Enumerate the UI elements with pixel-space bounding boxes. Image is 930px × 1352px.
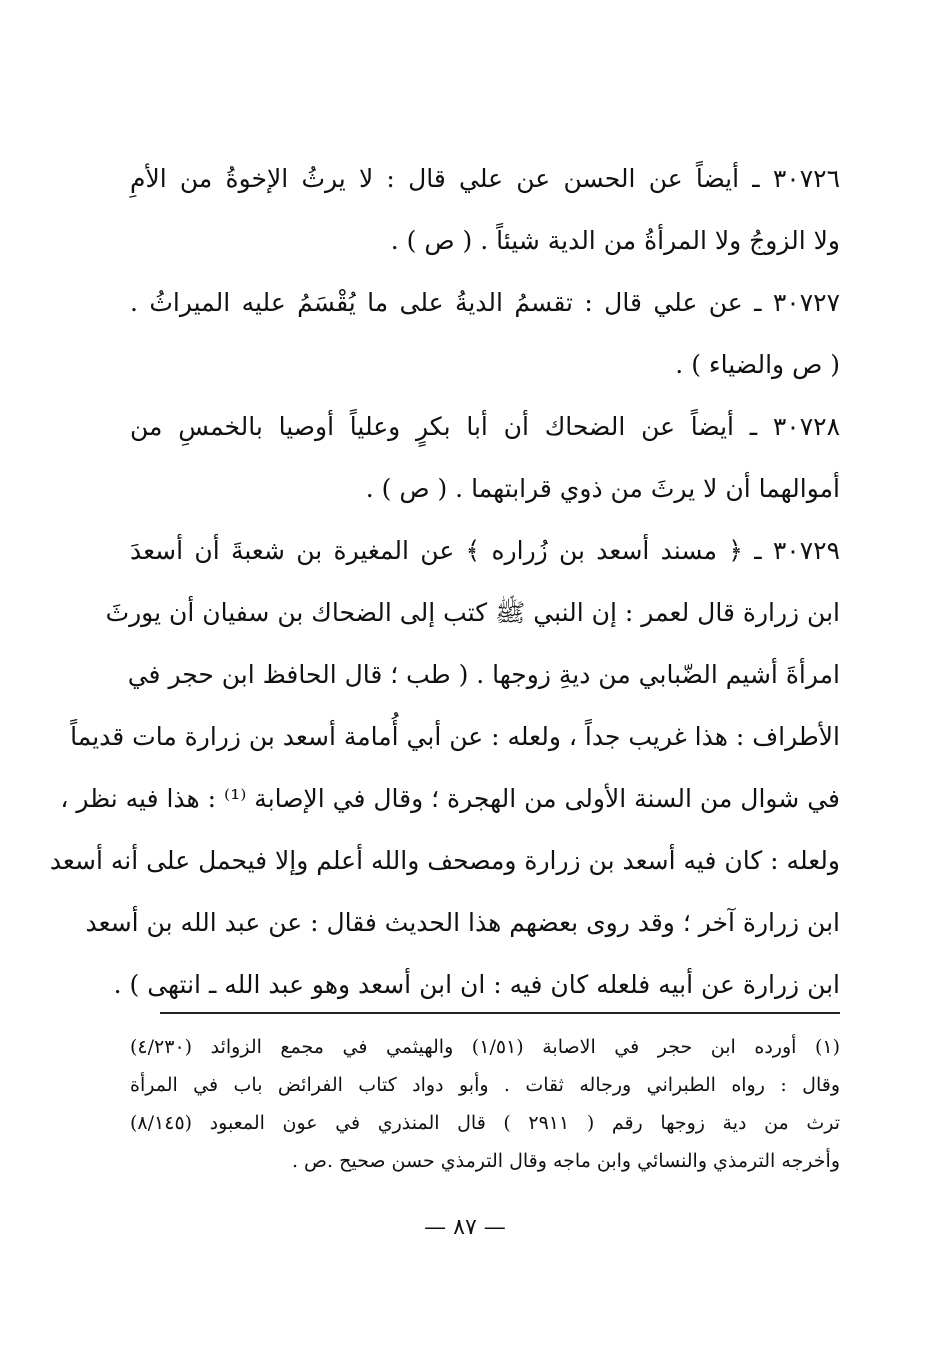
hadith-30729-line-3: امرأةَ أشيم الضّبابي من ديةِ زوجها . ( طب ؛ قال الحافظ ابن حجر في [127, 660, 840, 689]
hadith-30729-line-8: ابن زرارة عن أبيه فلعله كان فيه : ان ابن أسعد وهو عبد الله ـ انتهى ) . [113, 970, 840, 999]
hadith-30729-line-2: ابن زرارة قال لعمر : إن النبي ﷺ كتب إلى الضحاك بن سفيان أن يورثَ [105, 598, 840, 627]
hadith-30726-line-1: ٣٠٧٢٦ ـ أيضاً عن الحسن عن علي قال : لا يرثُ الإخوةُ من الأمِ [130, 164, 840, 193]
footnote-line: (١) أورده ابن حجر في الاصابة (١/٥١) والهيثمي في مجمع الزوائد (٤/٢٣٠) [130, 1036, 841, 1058]
hadith-30728-line-2: أموالهما أن لا يرثَ من ذوي قرابتهما . ( ص ) . [365, 474, 840, 503]
hadith-30727-line-1: ٣٠٧٢٧ ـ عن علي قال : تقسمُ الديةُ على ما يُقْسَمُ عليه الميراثُ . [130, 288, 840, 317]
footnote-line: وقال : رواه الطبراني ورجاله ثقات . وأبو دواد كتاب الفرائض باب في المرأة [130, 1074, 840, 1096]
main-text-block [49, 148, 840, 1016]
page-number: — ٨٧ — [424, 1215, 506, 1240]
footnote-divider [160, 1012, 840, 1014]
hadith-30729-line-1: ٣٠٧٢٩ ـ ﴿ مسند أسعد بن زُراره ﴾ عن المغيرة بن شعبةَ أن أسعدَ [130, 536, 840, 565]
hadith-30729-line-5: في شوال من السنة الأولى من الهجرة ؛ وقال في الإصابة ⁽¹⁾ : هذا فيه نظر ، [60, 784, 840, 813]
footnotes-block [130, 1028, 840, 1180]
hadith-30729-line-4: الأطراف : هذا غريب جداً ، ولعله : عن أبي أُمامة أسعد بن زرارة مات قديماً [70, 722, 840, 751]
hadith-30726-line-2: ولا الزوجُ ولا المرأةُ من الدية شيئاً . ( ص ) . [390, 226, 840, 255]
hadith-30729-line-6: ولعله : كان فيه أسعد بن زرارة ومصحف والله أعلم وإلا فيحمل على أنه أسعد [49, 846, 840, 875]
footnote-line: ترث من دية زوجها رقم ( ٢٩١١ ) قال المنذري في عون المعبود (٨/١٤٥) [130, 1112, 840, 1134]
footnote-line: وأخرجه الترمذي والنسائي وابن ماجه وقال الترمذي حسن صحيح .ص . [291, 1150, 840, 1172]
hadith-30727-line-2: ( ص والضياء ) . [675, 350, 840, 379]
hadith-30729-line-7: ابن زرارة آخر ؛ وقد روى بعضهم هذا الحديث فقال : عن عبد الله بن أسعد [85, 908, 840, 937]
hadith-30728-line-1: ٣٠٧٢٨ ـ أيضاً عن الضحاك أن أبا بكرٍ وعلياً أوصيا بالخمسِ من [130, 412, 840, 441]
